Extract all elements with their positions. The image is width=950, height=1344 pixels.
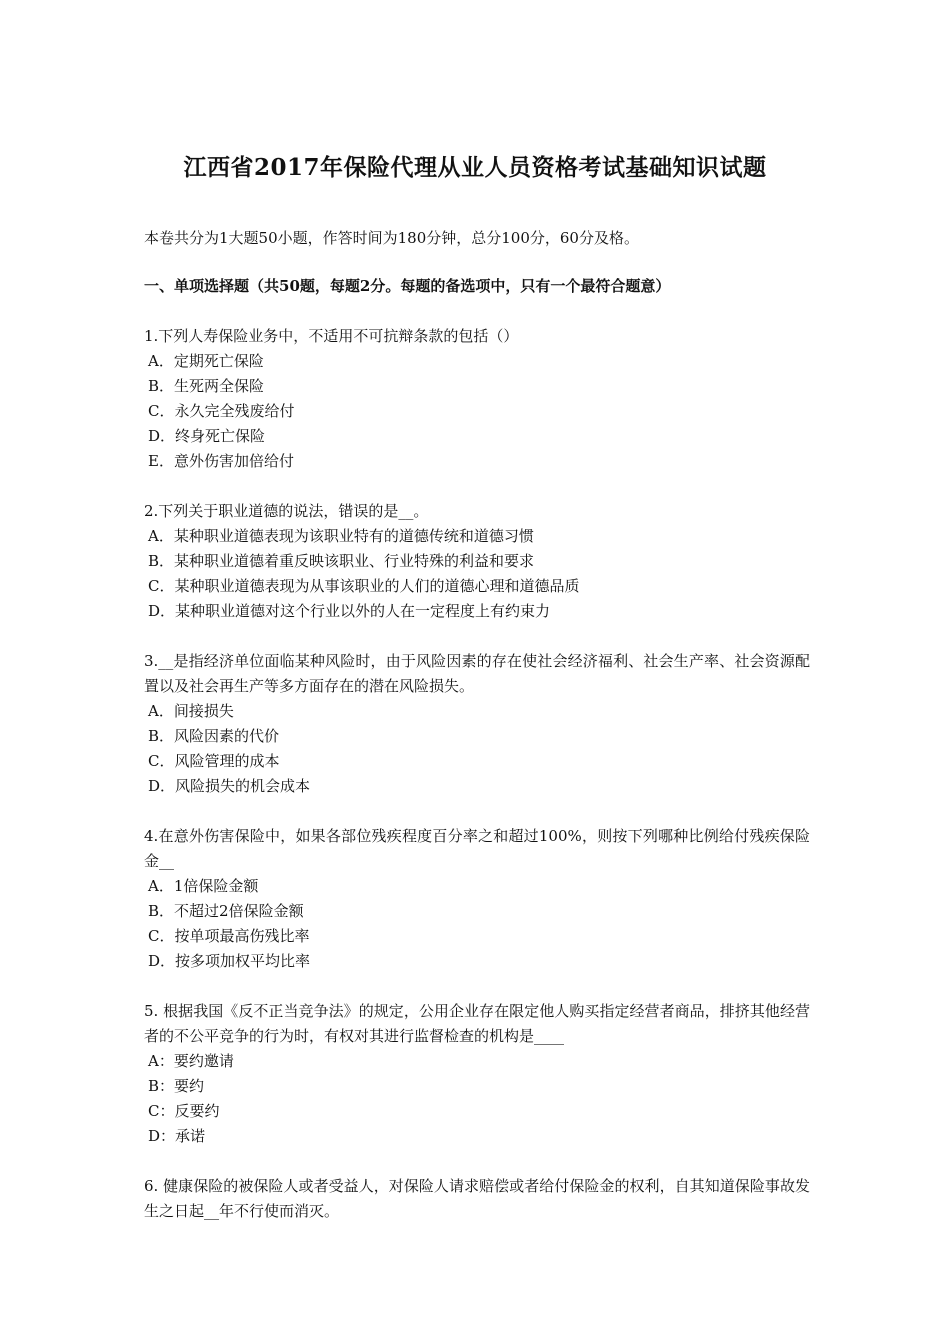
document-title: 江西省2017年保险代理从业人员资格考试基础知识试题 bbox=[183, 154, 767, 181]
question-5 bbox=[144, 999, 810, 1149]
question-4 bbox=[144, 824, 810, 974]
question-stem: 5. 根据我国《反不正当竞争法》的规定，公用企业存在限定他人购买指定经营者商品，排挤其他经营者的不公平竞争的行为时，有权对其进行监督检查的机构是____ bbox=[144, 1002, 810, 1045]
option-c: C．按单项最高伤残比率 bbox=[148, 927, 310, 945]
question-6 bbox=[144, 1174, 810, 1224]
option-d: D．按多项加权平均比率 bbox=[148, 952, 311, 970]
option-d: D．风险损失的机会成本 bbox=[148, 777, 311, 795]
option-c: C．永久完全残废给付 bbox=[148, 402, 295, 420]
option-c: C．某种职业道德表现为从事该职业的人们的道德心理和道德品质 bbox=[148, 577, 580, 595]
question-stem: 2.下列关于职业道德的说法，错误的是__。 bbox=[144, 502, 429, 520]
option-d: D．某种职业道德对这个行业以外的人在一定程度上有约束力 bbox=[148, 602, 551, 620]
option-a: A．某种职业道德表现为该职业特有的道德传统和道德习惯 bbox=[148, 527, 534, 545]
question-1 bbox=[144, 324, 810, 474]
option-e: E．意外伤害加倍给付 bbox=[148, 452, 294, 470]
option-c: C：反要约 bbox=[148, 1102, 220, 1120]
option-b: B．生死两全保险 bbox=[148, 377, 265, 395]
exam-intro: 本卷共分为1大题50小题，作答时间为180分钟，总分100分，60分及格。 bbox=[144, 229, 639, 247]
option-a: A．1倍保险金额 bbox=[148, 877, 259, 895]
option-a: A．间接损失 bbox=[148, 702, 234, 720]
option-a: A：要约邀请 bbox=[148, 1052, 234, 1070]
option-b: B：要约 bbox=[148, 1077, 205, 1095]
option-d: D：承诺 bbox=[148, 1127, 206, 1145]
question-stem: 3.__是指经济单位面临某种风险时，由于风险因素的存在使社会经济福利、社会生产率、社会资源配置以及社会再生产等多方面存在的潜在风险损失。 bbox=[144, 652, 810, 695]
option-d: D．终身死亡保险 bbox=[148, 427, 266, 445]
question-stem: 6. 健康保险的被保险人或者受益人，对保险人请求赔偿或者给付保险金的权利，自其知道保险事故发生之日起__年不行使而消灭。 bbox=[144, 1177, 810, 1220]
section-heading: 一、单项选择题（共50题，每题2分。每题的备选项中，只有一个最符合题意） bbox=[144, 277, 671, 295]
question-3 bbox=[144, 649, 810, 799]
question-stem: 4.在意外伤害保险中，如果各部位残疾程度百分率之和超过100%，则按下列哪种比例给付残疾保险金__ bbox=[144, 827, 810, 870]
question-list bbox=[144, 324, 810, 1249]
option-b: B．不超过2倍保险金额 bbox=[148, 902, 304, 920]
option-c: C．风险管理的成本 bbox=[148, 752, 280, 770]
question-2 bbox=[144, 499, 810, 624]
question-stem: 1.下列人寿保险业务中，不适用不可抗辩条款的包括（） bbox=[144, 327, 519, 345]
option-b: B．风险因素的代价 bbox=[148, 727, 280, 745]
option-a: A．定期死亡保险 bbox=[148, 352, 264, 370]
option-b: B．某种职业道德着重反映该职业、行业特殊的利益和要求 bbox=[148, 552, 535, 570]
